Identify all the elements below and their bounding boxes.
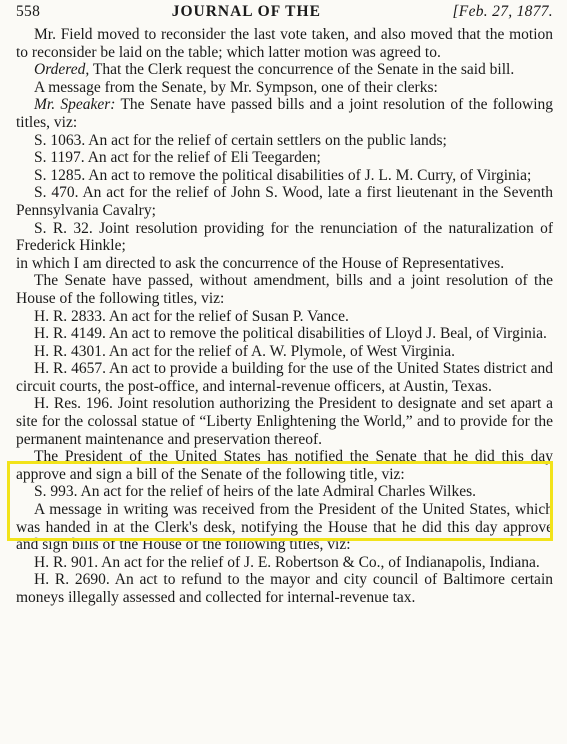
paragraph-text: S. 1063. An act for the relief of certain settlers on the public lands; [34,131,447,149]
paragraph-text: That the Clerk request the concurrence of the Senate in the said bill. [89,61,515,79]
journal-paragraph [16,360,553,395]
journal-paragraph [16,395,553,448]
journal-paragraph [16,255,553,273]
paragraph-text: in which I am directed to ask the concurrence of the House of Representatives. [16,254,505,272]
journal-paragraph [16,149,553,167]
paragraph-text: H. Res. 196. Joint resolution authorizing the President to designate and set apart a site for the colossal statue of “Liberty Enlightening the World,” and to provide for the permanent maintenance and preservation thereof. [16,395,553,448]
page-number: 558 [16,3,41,20]
paragraph-text: The Senate have passed bills and a joint resolution of the following titles, viz: [16,96,553,131]
paragraph-text: S. 470. An act for the relief of John S. Wood, late a first lieutenant in the Seventh Pennsylvania Cavalry; [16,184,553,219]
paragraph-text: S. R. 32. Joint resolution providing for the renunciation of the naturalization of Frederick Hinkle; [16,219,553,255]
paragraph-text: H. R. 2690. An act to refund to the mayor and city council of Baltimore certain moneys illegally assessed and collected for internal-revenue tax. [16,571,553,606]
journal-title: JOURNAL OF THE [171,3,321,20]
journal-paragraph [16,448,553,483]
paragraph-text: Mr. Field moved to reconsider the last vote taken, and also moved that the motion to reconsider be laid on the table; which latter motion was agreed to. [16,26,553,61]
journal-paragraph [16,61,553,79]
paragraph-text: H. R. 4301. An act for the relief of A. W. Plymole, of West Virginia. [34,342,456,360]
paragraph-lead: Mr. Speaker: [34,96,116,114]
paragraph-text: H. R. 901. An act for the relief of J. E. Robertson & Co., of Indianapolis, Indiana. [34,553,540,571]
paragraph-text: S. 993. An act for the relief of heirs of the late Admiral Charles Wilkes. [34,483,477,501]
paragraph-text: A message in writing was received from the President of the United States, which was handed in at the Clerk's desk, notifying the House that he did this day approve and sign bills of the House of the following titles, viz: [16,501,553,554]
paragraph-lead: Ordered, [34,61,90,79]
journal-paragraph [16,132,553,150]
journal-paragraph [16,325,553,343]
journal-paragraph [16,343,553,361]
journal-paragraph [16,554,553,572]
journal-paragraph [16,220,553,255]
journal-paragraph [16,79,553,97]
journal-paragraph [16,26,553,61]
paragraph-text: H. R. 2833. An act for the relief of Susan P. Vance. [34,307,349,325]
paragraph-text: A message from the Senate, by Mr. Sympson, one of their clerks: [34,78,438,96]
journal-paragraph [16,272,553,307]
journal-paragraph [16,308,553,326]
paragraph-text: S. 1285. An act to remove the political disabilities of J. L. M. Curry, of Virginia; [34,166,532,184]
journal-date: [Feb. 27, 1877. [452,3,553,20]
paragraph-text: S. 1197. An act for the relief of Eli Teegarden; [34,149,321,167]
paragraph-text: H. R. 4149. An act to remove the political disabilities of Lloyd J. Beal, of Virginia. [34,325,547,343]
journal-paragraph [16,483,553,501]
journal-paragraph [16,571,553,606]
journal-paragraph [16,96,553,131]
journal-paragraph [16,167,553,185]
paragraph-text: The President of the United States has notified the Senate that he did this day approve and sign a bill of the Senate of the following title, viz: [16,448,553,483]
journal-paragraph [16,501,553,554]
paragraph-text: H. R. 4657. An act to provide a building for the use of the United States district and circuit courts, the post-office, and internal-revenue officers, at Austin, Texas. [16,360,553,395]
journal-body [16,26,553,607]
paragraph-text: The Senate have passed, without amendment, bills and a joint resolution of the House of the following titles, viz: [16,272,553,307]
journal-paragraph [16,184,553,219]
page-header [16,0,553,24]
